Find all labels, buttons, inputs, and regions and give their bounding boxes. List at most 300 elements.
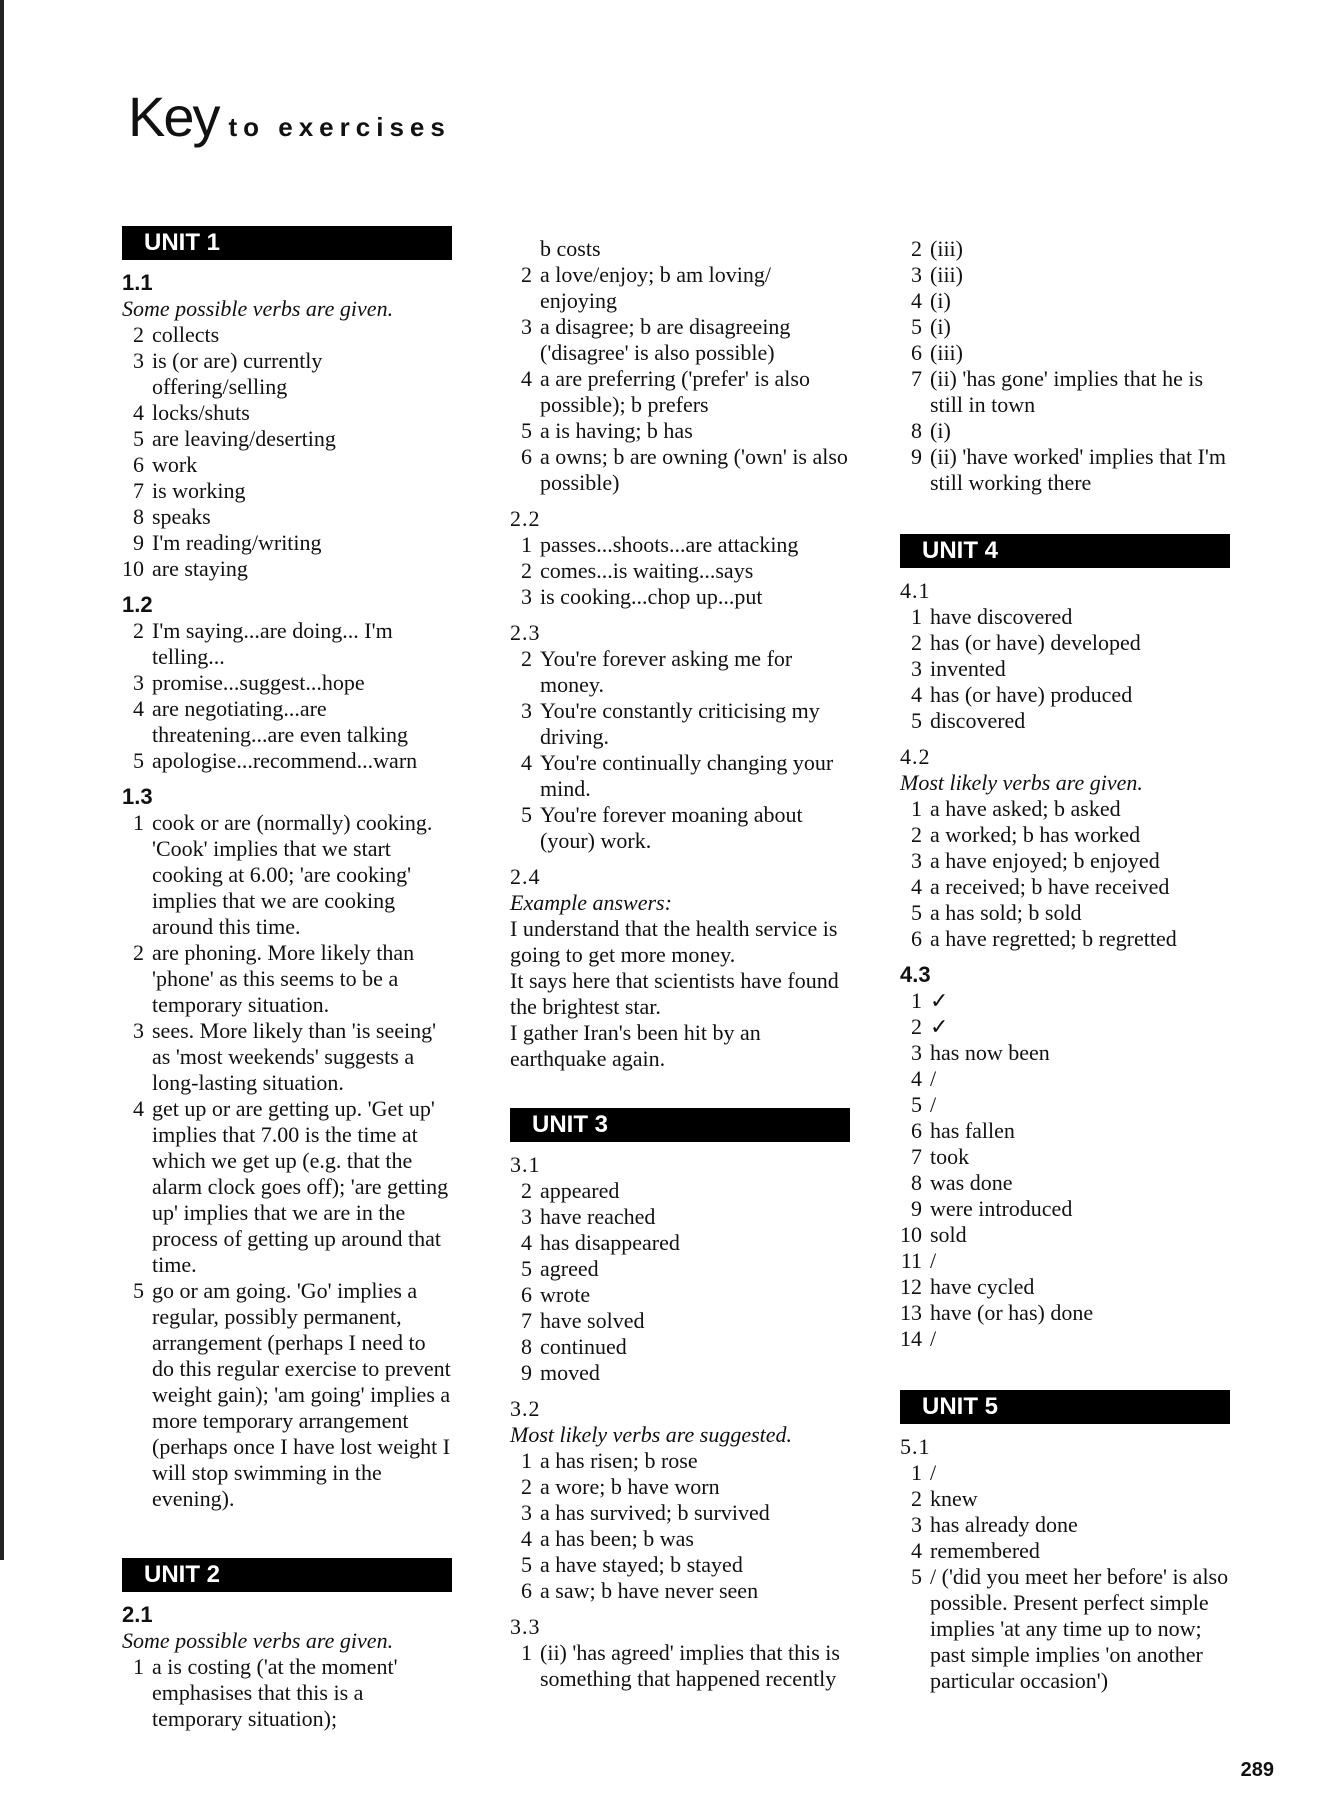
answer-item (510, 1526, 850, 1552)
answer-item (510, 532, 850, 558)
exercise-label-4-2: 4.2 (900, 744, 931, 769)
answer-item (900, 1486, 1230, 1512)
answer-item (510, 1256, 850, 1282)
answer-text: have discovered (930, 604, 1073, 629)
exercise-label-4-1: 4.1 (900, 578, 931, 603)
unit-5-banner: UNIT 5 (900, 1390, 1230, 1424)
answer-text: a received; b have received (930, 874, 1170, 899)
answer-number: 10 (122, 556, 144, 581)
answer-number: 2 (521, 558, 532, 583)
answer-number: 6 (521, 444, 532, 469)
answer-item (510, 1230, 850, 1256)
answer-item (900, 1248, 1230, 1274)
answer-list (510, 236, 850, 496)
answer-text: You're forever asking me for money. (540, 646, 793, 697)
answer-text: knew (930, 1486, 978, 1511)
answer-number: 1 (911, 1460, 922, 1485)
answer-text: a is costing ('at the moment' emphasises that this is a temporary situation); (152, 1654, 398, 1731)
answer-number: 9 (911, 444, 922, 469)
answer-text: ✓ (930, 988, 949, 1013)
answer-item (510, 314, 850, 366)
answer-number: 2 (911, 630, 922, 655)
answer-item (510, 1500, 850, 1526)
answer-number: 5 (911, 900, 922, 925)
answer-list (122, 322, 452, 582)
exercise-label-2-4: 2.4 (510, 864, 541, 889)
answer-text: ✓ (930, 1014, 949, 1039)
answer-item (510, 1178, 850, 1204)
answer-item (510, 1204, 850, 1230)
answer-list (510, 1448, 850, 1604)
answer-text: agreed (540, 1256, 599, 1281)
answer-item (900, 1040, 1230, 1066)
answer-text: go or am going. 'Go' implies a regular, possibly permanent, arrangement (perhaps I need to do this regular exercise to prevent weight gain); 'am going' implies a more temporary arrangement (perhaps once I have lost weight I will stop swimming in the evening). (152, 1278, 451, 1511)
answer-item (900, 1196, 1230, 1222)
answer-list (510, 646, 850, 854)
answer-text: wrote (540, 1282, 591, 1307)
answer-text: appeared (540, 1178, 620, 1203)
answer-item (900, 630, 1230, 656)
answer-item (900, 656, 1230, 682)
answer-number: 3 (133, 670, 144, 695)
answer-number: 1 (911, 988, 922, 1013)
answer-number: 1 (911, 604, 922, 629)
page-title (128, 84, 451, 149)
answer-item (900, 1066, 1230, 1092)
answer-number: 4 (521, 750, 532, 775)
answer-item (510, 1360, 850, 1386)
exercise-label-5-1: 5.1 (900, 1434, 931, 1459)
answer-list (900, 236, 1230, 496)
answer-number: 11 (900, 1248, 922, 1273)
answer-text: has fallen (930, 1118, 1015, 1143)
exercise-label-2-3: 2.3 (510, 620, 541, 645)
answer-item (122, 940, 452, 1018)
answer-item (900, 1538, 1230, 1564)
answer-list (900, 796, 1230, 952)
answer-item (122, 810, 452, 940)
answer-number: 4 (911, 1066, 922, 1091)
answer-number: 9 (521, 1360, 532, 1385)
answer-number: 5 (521, 1552, 532, 1577)
answer-number: 5 (911, 708, 922, 733)
answer-text: / ('did you meet her before' is also possible. Present perfect simple implies 'at any time up to now; past simple implies 'on another particular occasion') (930, 1564, 1229, 1693)
answer-item (510, 236, 850, 262)
answer-item (900, 1274, 1230, 1300)
answer-number: 2 (521, 1178, 532, 1203)
example-line: It says here that scientists have found the brightest star. (510, 968, 839, 1019)
answer-number: 5 (133, 426, 144, 451)
exercise-note: Most likely verbs are suggested. (510, 1422, 793, 1447)
answer-list (510, 1178, 850, 1386)
answer-item (900, 1118, 1230, 1144)
column-3 (900, 236, 1230, 1694)
answer-number: 14 (900, 1326, 922, 1351)
answer-item (122, 426, 452, 452)
answer-item (900, 1144, 1230, 1170)
answer-item (122, 1654, 452, 1732)
answer-item (900, 900, 1230, 926)
answer-item (510, 1334, 850, 1360)
answer-number: 6 (911, 340, 922, 365)
answer-item (122, 322, 452, 348)
answer-number: 3 (133, 1018, 144, 1043)
answer-text: a wore; b have worn (540, 1474, 720, 1499)
answer-item (900, 1512, 1230, 1538)
answer-item (510, 1282, 850, 1308)
answer-number: 4 (911, 288, 922, 313)
answer-number: 3 (521, 698, 532, 723)
answer-number: 3 (521, 1204, 532, 1229)
answer-item (510, 646, 850, 698)
answer-text: has (or have) produced (930, 682, 1133, 707)
answer-text: moved (540, 1360, 600, 1385)
answer-number: 6 (133, 452, 144, 477)
answer-text: have cycled (930, 1274, 1035, 1299)
answer-item (510, 366, 850, 418)
answer-item (900, 418, 1230, 444)
answer-text: is working (152, 478, 246, 503)
answer-item (900, 874, 1230, 900)
example-line: I understand that the health service is going to get more money. (510, 916, 838, 967)
answer-item (900, 1326, 1230, 1352)
answer-text: You're constantly criticising my driving. (540, 698, 820, 749)
answer-number: 6 (911, 926, 922, 951)
answer-text: (i) (930, 418, 951, 443)
exercise-label-3-3: 3.3 (510, 1614, 541, 1639)
answer-text: / (930, 1066, 937, 1091)
answer-text: comes...is waiting...says (540, 558, 754, 583)
answer-number: 7 (133, 478, 144, 503)
answer-text: promise...suggest...hope (152, 670, 365, 695)
answer-number: 8 (521, 1334, 532, 1359)
page-number: 289 (1240, 1759, 1274, 1781)
answer-number: 13 (900, 1300, 922, 1325)
answer-text: a have regretted; b regretted (930, 926, 1177, 951)
answer-number: 3 (911, 848, 922, 873)
answer-list (122, 1654, 452, 1732)
answer-number: 4 (911, 682, 922, 707)
exercise-note: Most likely verbs are given. (900, 770, 1143, 795)
answer-list (900, 604, 1230, 734)
answer-text: You're forever moaning about (your) work. (540, 802, 803, 853)
answer-item (900, 236, 1230, 262)
answer-text: a has survived; b survived (540, 1500, 770, 1525)
answer-text: cook or are (normally) cooking. 'Cook' implies that we start cooking at 6.00; 'are cooking' implies that we are cooking around this time. (152, 810, 433, 939)
answer-number: 6 (521, 1282, 532, 1307)
answer-item (122, 504, 452, 530)
answer-text: has now been (930, 1040, 1050, 1065)
answer-text: were introduced (930, 1196, 1073, 1221)
answer-item (900, 340, 1230, 366)
answer-text: You're continually changing your mind. (540, 750, 834, 801)
answer-number: 2 (911, 1014, 922, 1039)
answer-number: 1 (521, 1640, 532, 1665)
answer-text: are phoning. More likely than 'phone' as this seems to be a temporary situation. (152, 940, 415, 1017)
answer-number: 3 (911, 1512, 922, 1537)
answer-item (122, 556, 452, 582)
answer-text: took (930, 1144, 970, 1169)
answer-number: 4 (911, 874, 922, 899)
answer-item (900, 366, 1230, 418)
exercise-label-2-2: 2.2 (510, 506, 541, 531)
answer-text: (ii) 'have worked' implies that I'm still working there (930, 444, 1226, 495)
answer-item (510, 1308, 850, 1334)
answer-item (510, 558, 850, 584)
answer-number: 4 (521, 1230, 532, 1255)
answer-text: get up or are getting up. 'Get up' implies that 7.00 is the time at which we get up (e.g. that the alarm clock goes off); 'are getting up' implies that we are in the process of getting up around that time. (152, 1096, 449, 1277)
answer-item (122, 748, 452, 774)
answer-item (900, 822, 1230, 848)
exercise-label-1-2: 1.2 (122, 592, 153, 617)
answer-text: are negotiating...are threatening...are even talking (152, 696, 408, 747)
answer-number: 4 (133, 400, 144, 425)
answer-item (510, 698, 850, 750)
answer-text: invented (930, 656, 1006, 681)
answer-item (122, 1018, 452, 1096)
answer-number: 5 (911, 1564, 922, 1589)
answer-number: 5 (521, 802, 532, 827)
answer-item (900, 262, 1230, 288)
answer-text: a have asked; b asked (930, 796, 1121, 821)
answer-number: 9 (133, 530, 144, 555)
answer-number: 5 (911, 1092, 922, 1117)
answer-list (900, 988, 1230, 1352)
scan-edge (0, 0, 4, 1560)
answer-text: a are preferring ('prefer' is also possible); b prefers (540, 366, 810, 417)
answer-text: (i) (930, 288, 951, 313)
answer-item (122, 670, 452, 696)
unit-4-banner: UNIT 4 (900, 534, 1230, 568)
answer-text: sees. More likely than 'is seeing' as 'most weekends' suggests a long-lasting situation. (152, 1018, 437, 1095)
answer-text: a is having; b has (540, 418, 693, 443)
answer-item (122, 1278, 452, 1512)
answer-text: have reached (540, 1204, 656, 1229)
answer-item (122, 696, 452, 748)
answer-number: 3 (521, 584, 532, 609)
answer-item (900, 444, 1230, 496)
answer-number: 2 (911, 1486, 922, 1511)
answer-item (510, 802, 850, 854)
answer-text: has disappeared (540, 1230, 680, 1255)
answer-number: 2 (133, 618, 144, 643)
answer-number: 2 (521, 262, 532, 287)
answer-number: 5 (521, 1256, 532, 1281)
answer-number: 4 (521, 1526, 532, 1551)
answer-item (510, 1578, 850, 1604)
answer-number: 6 (911, 1118, 922, 1143)
answer-item (122, 452, 452, 478)
answer-item (122, 1096, 452, 1278)
answer-number: 5 (133, 1278, 144, 1303)
answer-item (900, 682, 1230, 708)
answer-text: locks/shuts (152, 400, 250, 425)
column-1 (122, 226, 452, 1732)
answer-list (122, 618, 452, 774)
answer-text: are staying (152, 556, 248, 581)
answer-number: 7 (911, 366, 922, 391)
answer-number: 2 (911, 236, 922, 261)
answer-item (510, 418, 850, 444)
answer-text: (i) (930, 314, 951, 339)
unit-3-banner: UNIT 3 (510, 1108, 850, 1142)
answer-text: sold (930, 1222, 967, 1247)
answer-item (900, 1460, 1230, 1486)
answer-number: 5 (521, 418, 532, 443)
answer-number: 2 (133, 322, 144, 347)
answer-item (510, 262, 850, 314)
title-rest: to exercises (228, 112, 451, 142)
answer-text: discovered (930, 708, 1026, 733)
answer-text: a have enjoyed; b enjoyed (930, 848, 1160, 873)
answer-number: 5 (133, 748, 144, 773)
answer-number: 6 (521, 1578, 532, 1603)
answer-text: a has sold; b sold (930, 900, 1082, 925)
answer-number: 4 (133, 696, 144, 721)
answer-text: are leaving/deserting (152, 426, 336, 451)
answer-number: 3 (521, 314, 532, 339)
answer-number: 5 (911, 314, 922, 339)
exercise-label-3-2: 3.2 (510, 1396, 541, 1421)
answer-number: 3 (521, 1500, 532, 1525)
answer-number: 3 (911, 262, 922, 287)
answer-number: 4 (133, 1096, 144, 1121)
exercise-note: Some possible verbs are given. (122, 1628, 394, 1653)
title-main: Key (128, 85, 219, 148)
answer-number: 3 (911, 1040, 922, 1065)
answer-text: is (or are) currently offering/selling (152, 348, 323, 399)
answer-text: has already done (930, 1512, 1078, 1537)
answer-text: a love/enjoy; b am loving/ enjoying (540, 262, 771, 313)
answer-text: I'm reading/writing (152, 530, 322, 555)
answer-text: have (or has) done (930, 1300, 1094, 1325)
example-line: I gather Iran's been hit by an earthquake again. (510, 1020, 761, 1071)
answer-item (900, 1222, 1230, 1248)
answer-item (900, 1300, 1230, 1326)
answer-text: remembered (930, 1538, 1040, 1563)
answer-text: a disagree; b are disagreeing ('disagree' is also possible) (540, 314, 791, 365)
answer-number: 3 (133, 348, 144, 373)
answer-item (510, 1448, 850, 1474)
exercise-label-1-3: 1.3 (122, 784, 153, 809)
answer-number: 2 (911, 822, 922, 847)
answer-item (122, 530, 452, 556)
answer-text: I'm saying...are doing... I'm telling... (152, 618, 393, 669)
answer-item (122, 478, 452, 504)
answer-number: 7 (911, 1144, 922, 1169)
answer-number: 1 (911, 796, 922, 821)
answer-item (900, 314, 1230, 340)
answer-text: have solved (540, 1308, 645, 1333)
answer-list (510, 1640, 850, 1692)
answer-item (900, 604, 1230, 630)
answer-text: / (930, 1326, 937, 1351)
answer-text: (iii) (930, 262, 963, 287)
answer-item (900, 796, 1230, 822)
answer-item (900, 1092, 1230, 1118)
answer-text: (ii) 'has agreed' implies that this is something that happened recently (540, 1640, 840, 1691)
answer-text: a has risen; b rose (540, 1448, 698, 1473)
answer-text: / (930, 1092, 937, 1117)
answer-number: 4 (911, 1538, 922, 1563)
exercise-label-2-1: 2.1 (122, 1602, 153, 1627)
answer-text: b costs (540, 236, 601, 261)
answer-list (900, 1460, 1230, 1694)
answer-item (510, 584, 850, 610)
answer-item (122, 618, 452, 670)
answer-text: passes...shoots...are attacking (540, 532, 799, 557)
answer-text: was done (930, 1170, 1013, 1195)
answer-text: speaks (152, 504, 211, 529)
answer-item (900, 1170, 1230, 1196)
answer-text: collects (152, 322, 220, 347)
answer-item (900, 848, 1230, 874)
answer-number: 8 (911, 1170, 922, 1195)
answer-number: 2 (133, 940, 144, 965)
answer-item (510, 1640, 850, 1692)
answer-item (510, 750, 850, 802)
answer-text: a saw; b have never seen (540, 1578, 759, 1603)
answer-number: 1 (521, 532, 532, 557)
answer-text: / (930, 1248, 937, 1273)
exercise-note: Some possible verbs are given. (122, 296, 394, 321)
answer-text: a has been; b was (540, 1526, 694, 1551)
exercise-note: Example answers: (510, 890, 672, 915)
answer-text: apologise...recommend...warn (152, 748, 418, 773)
answer-number: 2 (521, 1474, 532, 1499)
answer-number: 1 (133, 1654, 144, 1679)
answer-item (510, 444, 850, 496)
answer-item (900, 1014, 1230, 1040)
answer-number: 12 (900, 1274, 922, 1299)
answer-item (122, 400, 452, 426)
answer-number: 10 (900, 1222, 922, 1247)
answer-list (122, 810, 452, 1512)
unit-2-banner: UNIT 2 (122, 1558, 452, 1592)
answer-item (900, 288, 1230, 314)
answer-number: 2 (521, 646, 532, 671)
answer-item (900, 926, 1230, 952)
answer-text: continued (540, 1334, 627, 1359)
answer-number: 1 (521, 1448, 532, 1473)
answer-text: has (or have) developed (930, 630, 1141, 655)
answer-list (510, 532, 850, 610)
exercise-label-1-1: 1.1 (122, 270, 153, 295)
answer-number: 7 (521, 1308, 532, 1333)
answer-number: 8 (911, 418, 922, 443)
answer-text: (iii) (930, 340, 963, 365)
answer-text: a owns; b are owning ('own' is also possible) (540, 444, 848, 495)
answer-text: (ii) 'has gone' implies that he is still in town (930, 366, 1204, 417)
answer-item (900, 708, 1230, 734)
exercise-label-4-3: 4.3 (900, 962, 931, 987)
answer-text: a have stayed; b stayed (540, 1552, 743, 1577)
unit-1-banner: UNIT 1 (122, 226, 452, 260)
answer-number: 8 (133, 504, 144, 529)
answer-text: (iii) (930, 236, 963, 261)
answer-item (122, 348, 452, 400)
answer-text: is cooking...chop up...put (540, 584, 763, 609)
answer-number: 1 (133, 810, 144, 835)
answer-number: 3 (911, 656, 922, 681)
exercise-label-3-1: 3.1 (510, 1152, 541, 1177)
answer-text: work (152, 452, 198, 477)
column-2 (510, 236, 850, 1692)
answer-item (900, 1564, 1230, 1694)
answer-number: 4 (521, 366, 532, 391)
answer-number: 9 (911, 1196, 922, 1221)
answer-text: / (930, 1460, 937, 1485)
